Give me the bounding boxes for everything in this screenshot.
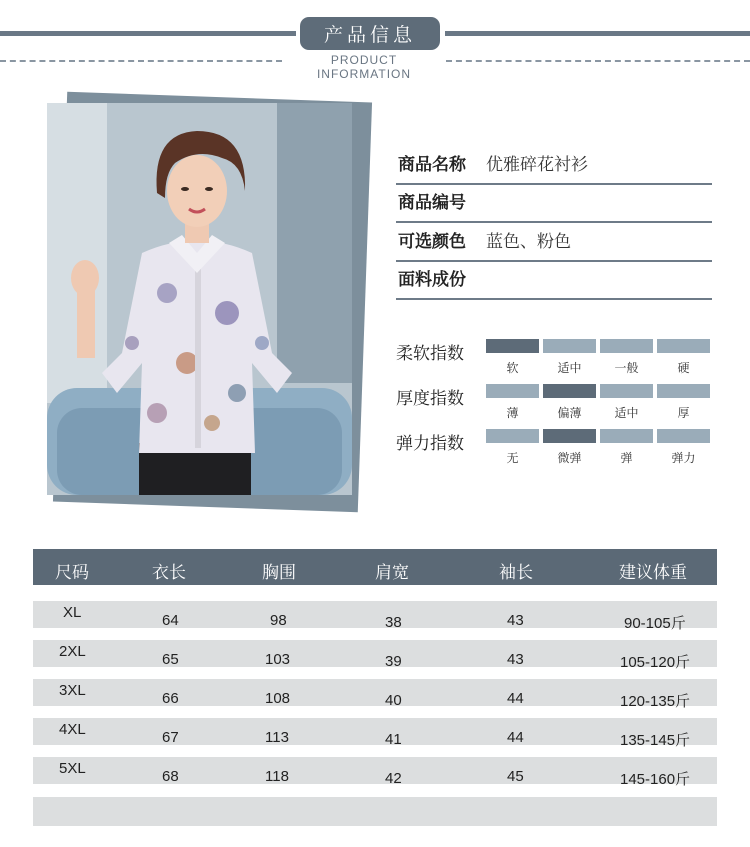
cell-weight: 90-105斤 <box>624 615 686 632</box>
index-option-label: 硬 <box>677 361 690 375</box>
index-label: 弹力指数 <box>396 434 464 454</box>
index-segment <box>600 339 653 353</box>
cell-shoulder: 39 <box>385 653 402 670</box>
info-label: 面料成份 <box>398 270 466 290</box>
cell-length: 64 <box>162 612 179 629</box>
cell-sleeve: 43 <box>507 651 524 668</box>
cell-bust: 118 <box>265 768 289 785</box>
index-segment <box>543 339 596 353</box>
index-option-label: 弹 <box>620 451 633 465</box>
cell-length: 67 <box>162 729 179 746</box>
cell-size: XL <box>63 604 82 621</box>
header-weight: 建议体重 <box>619 563 687 583</box>
header-size: 尺码 <box>55 563 89 583</box>
cell-size: 4XL <box>59 721 86 738</box>
index-option-label: 厚 <box>677 406 690 420</box>
index-option-label: 适中 <box>614 406 639 420</box>
index-segment <box>486 429 539 443</box>
section-subtitle: PRODUCT INFORMATION <box>316 53 412 81</box>
header-line-right <box>445 31 750 36</box>
index-segment <box>600 429 653 443</box>
info-value: 优雅碎花衬衫 <box>486 155 588 175</box>
table-empty-row <box>33 797 717 826</box>
size-table-header <box>33 549 717 585</box>
header-length: 衣长 <box>152 563 186 583</box>
table-row <box>33 601 717 632</box>
index-segment <box>600 384 653 398</box>
index-option-label: 弹力 <box>671 451 696 465</box>
info-row-name <box>396 145 712 185</box>
cell-weight: 145-160斤 <box>620 771 691 788</box>
cell-length: 68 <box>162 768 179 785</box>
section-title: 产品信息 <box>300 17 440 50</box>
index-label: 柔软指数 <box>396 344 464 364</box>
header-dash-left <box>0 60 282 62</box>
table-row <box>33 640 717 671</box>
cell-length: 66 <box>162 690 179 707</box>
index-segment <box>543 429 596 443</box>
index-segment <box>657 339 710 353</box>
cell-weight: 105-120斤 <box>620 654 691 671</box>
product-photo <box>47 103 352 495</box>
index-segment <box>657 384 710 398</box>
cell-shoulder: 38 <box>385 614 402 631</box>
index-option-label: 无 <box>506 451 519 465</box>
model-illustration <box>47 103 352 495</box>
cell-sleeve: 44 <box>507 690 524 707</box>
cell-sleeve: 43 <box>507 612 524 629</box>
info-label: 商品编号 <box>398 193 466 213</box>
cell-bust: 113 <box>265 729 289 746</box>
index-segment <box>486 339 539 353</box>
table-row <box>33 718 717 749</box>
cell-bust: 98 <box>270 612 287 629</box>
header-line-left <box>0 31 296 36</box>
index-segment <box>486 384 539 398</box>
cell-size: 5XL <box>59 760 86 777</box>
index-option-label: 薄 <box>506 406 519 420</box>
table-row <box>33 679 717 710</box>
header-bust: 胸围 <box>262 563 296 583</box>
cell-weight: 135-145斤 <box>620 732 691 749</box>
info-label: 可选颜色 <box>398 232 466 252</box>
header-dash-right <box>446 60 750 62</box>
info-row-colors <box>396 222 712 262</box>
cell-sleeve: 44 <box>507 729 524 746</box>
cell-shoulder: 40 <box>385 692 402 709</box>
header-shoulder: 肩宽 <box>375 563 409 583</box>
cell-shoulder: 41 <box>385 731 402 748</box>
info-row-number <box>396 183 712 223</box>
index-option-label: 软 <box>506 361 519 375</box>
index-option-label: 适中 <box>557 361 582 375</box>
index-segment <box>657 429 710 443</box>
cell-bust: 108 <box>265 690 291 707</box>
table-row <box>33 757 717 788</box>
info-row-fabric <box>396 260 712 300</box>
cell-bust: 103 <box>265 651 291 668</box>
index-option-label: 一般 <box>614 361 639 375</box>
cell-weight: 120-135斤 <box>620 693 691 710</box>
index-option-label: 微弹 <box>557 451 582 465</box>
index-label: 厚度指数 <box>396 389 464 409</box>
index-option-label: 偏薄 <box>557 406 582 420</box>
cell-size: 2XL <box>59 643 86 660</box>
info-value: 蓝色、粉色 <box>486 232 571 252</box>
cell-size: 3XL <box>59 682 86 699</box>
header-sleeve: 袖长 <box>499 563 533 583</box>
cell-sleeve: 45 <box>507 768 524 785</box>
index-segment <box>543 384 596 398</box>
info-label: 商品名称 <box>398 155 466 175</box>
cell-length: 65 <box>162 651 179 668</box>
cell-shoulder: 42 <box>385 770 402 787</box>
